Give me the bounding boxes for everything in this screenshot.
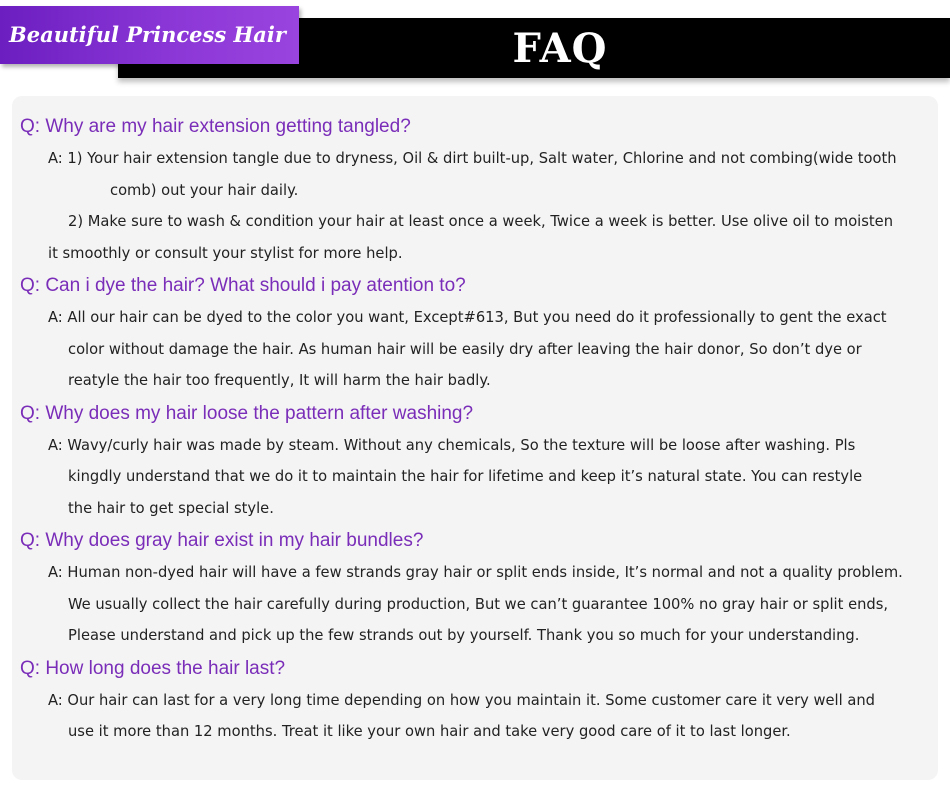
faq-answer: [20, 302, 930, 397]
faq-question: Q: Why does gray hair exist in my hair bundles?: [20, 530, 424, 551]
answer-line: reatyle the hair too frequently, It will harm the hair badly.: [68, 372, 491, 389]
answer-line: 2) Make sure to wash & condition your hair at least once a week, Twice a week is better. Use olive oil to moisten: [68, 213, 894, 230]
faq-question: Q: Can i dye the hair? What should i pay atention to?: [20, 275, 466, 296]
answer-line: A: All our hair can be dyed to the color you want, Except#613, But you need do it professionally to gent the exact: [48, 309, 887, 326]
answer-line: color without damage the hair. As human hair will be easily dry after leaving the hair donor, So don’t dye or: [68, 340, 862, 358]
answer-line: A: Our hair can last for a very long time depending on how you maintain it. Some customer care it very well and: [48, 691, 875, 709]
page-title: FAQ: [512, 25, 608, 72]
faq-item: [20, 527, 930, 652]
faq-item: [20, 400, 930, 525]
brand-name: Beautiful Princess Hair: [9, 22, 286, 47]
answer-line: comb) out your hair daily.: [110, 181, 299, 199]
faq-item: [20, 655, 930, 748]
faq-list: [20, 113, 930, 751]
faq-question: Q: Why does my hair loose the pattern after washing?: [20, 402, 474, 424]
faq-answer: [20, 685, 930, 748]
faq-answer: [20, 430, 930, 525]
answer-line: it smoothly or consult your stylist for more help.: [48, 244, 403, 262]
faq-answer: [20, 557, 930, 652]
faq-item: [20, 272, 930, 397]
answer-line: the hair to get special style.: [68, 499, 274, 517]
answer-line: kingdly understand that we do it to maintain the hair for lifetime and keep it’s natural state. You can restyle: [68, 468, 863, 485]
answer-line: A: Human non-dyed hair will have a few strands gray hair or split ends inside, It’s normal and not a quality problem.: [48, 564, 903, 581]
faq-question: Q: Why are my hair extension getting tangled?: [20, 116, 411, 137]
faq-answer: [20, 143, 930, 269]
answer-line: A: 1) Your hair extension tangle due to dryness, Oil & dirt built-up, Salt water, Chlorine and not combing(wide tooth: [48, 150, 897, 167]
answer-line: A: Wavy/curly hair was made by steam. Without any chemicals, So the texture will be loose after washing. Pls: [48, 436, 856, 454]
faq-item: [20, 113, 930, 269]
answer-line: Please understand and pick up the few strands out by yourself. Thank you so much for your understanding.: [68, 627, 860, 644]
answer-line: use it more than 12 months. Treat it like your own hair and take very good care of it to last longer.: [68, 723, 791, 740]
faq-question: Q: How long does the hair last?: [20, 657, 286, 679]
answer-line: We usually collect the hair carefully during production, But we can’t guarantee 100% no gray hair or split ends,: [68, 595, 889, 613]
